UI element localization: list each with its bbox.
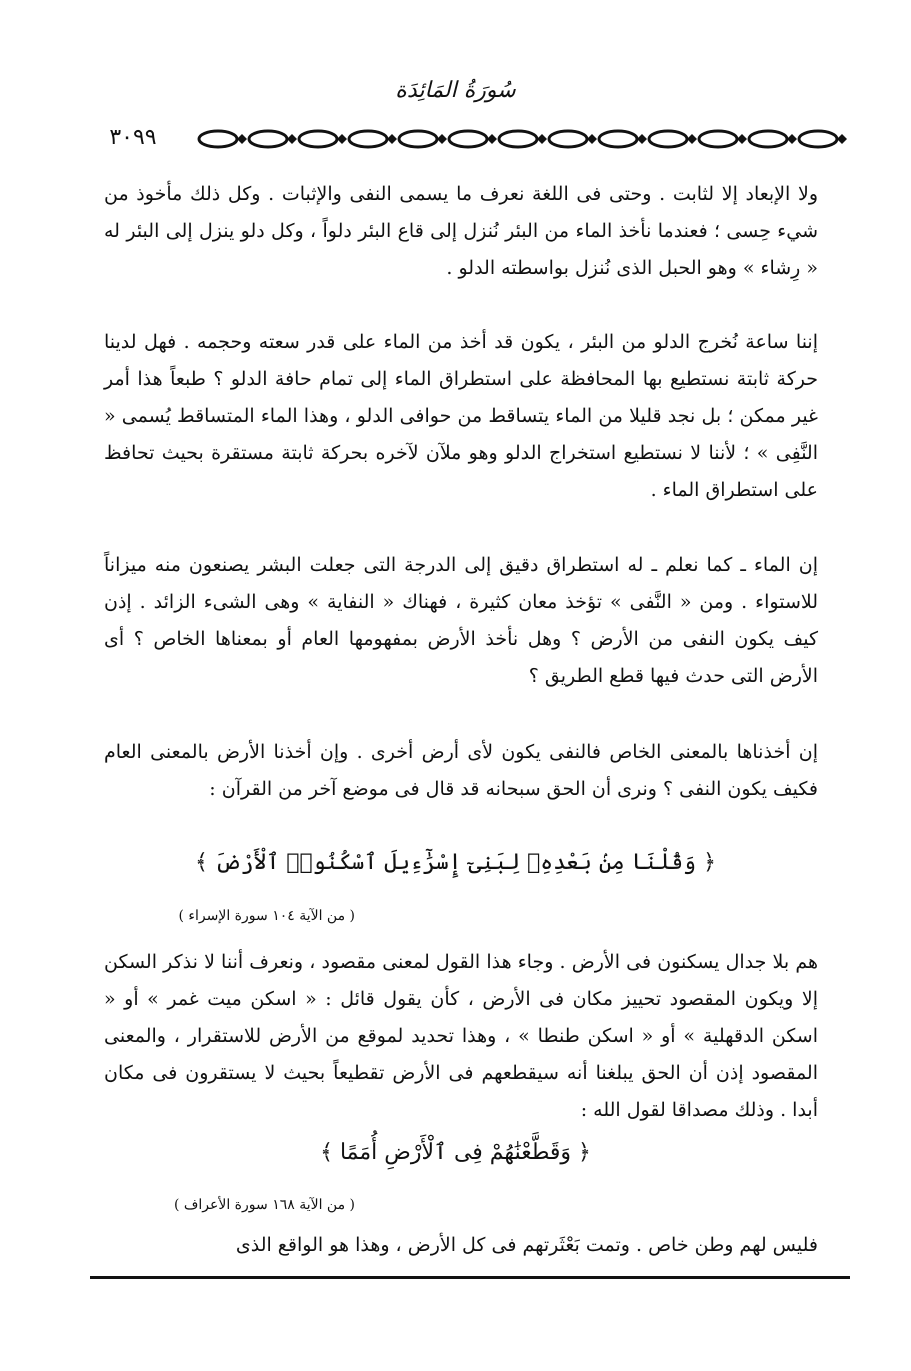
ornament-border bbox=[78, 124, 848, 154]
paragraph-text: إننا ساعة نُخرج الدلو من البئر ، يكون قد أخذ من الماء على قدر سعته وحجمه . فهل لدينا حركة ثابتة نستطيع بها المحافظة على استطراق الماء إلى تمام حافة الدلو ؟ طبعاً هذا أمر غير ممكن ؛ بل نجد قليلا من الماء يتساقط من حوافى الدلو ، وهذا الماء المتساقط يُسمى « النَّفِى » ؛ لأننا لا نستطيع استخراج الدلو وهو ملآن لآخره بحركة ثابتة مستقرة بحيث تحافظ على استطراق الماء . bbox=[104, 331, 818, 501]
paragraph-text: هم بلا جدال يسكنون فى الأرض . وجاء هذا القول لمعنى مقصود ، ونعرف أننا لا نذكر السكن إلا ويكون المقصود تحييز مكان فى الأرض ، كأن يقول قائل : « اسكن ميت غمر » أو « اسكن الدقهلية » أو « اسكن طنطا » ، وهذا تحديد لموقع من الأرض للاستقرار ، والمعنى المقصود إذن أن الحق يبلغنا أنه سيقطعهم فى الأرض تقطيعاً بحيث لا يستقرون فى مكان أبدا . وذلك مصداقا لقول الله : bbox=[104, 951, 818, 1121]
paragraph-6 bbox=[104, 1227, 818, 1264]
paragraph-1 bbox=[104, 176, 818, 287]
page-number: ٣٠٩٩ bbox=[74, 124, 192, 152]
verse-reference-2: ( من الآية ١٦٨ سورة الأعراف ) bbox=[173, 1197, 355, 1213]
bottom-rule bbox=[90, 1276, 850, 1279]
paragraph-4 bbox=[104, 734, 818, 808]
paragraph-2 bbox=[104, 324, 818, 509]
verse-reference-1: ( من الآية ١٠٤ سورة الإسراء ) bbox=[178, 908, 355, 924]
surah-title: سُورَةُ المَائِدَة bbox=[395, 78, 516, 103]
paragraph-text: فليس لهم وطن خاص . وتمت بَعْثَرتهم فى كل الأرض ، وهذا هو الواقع الذى bbox=[235, 1234, 818, 1256]
paragraph-text: ولا الإبعاد إلا لثابت . وحتى فى اللغة نعرف ما يسمى النفى والإثبات . وكل ذلك مأخوذ من شيء حِسى ؛ فعندما نأخذ الماء من البئر نُنزل إلى قاع البئر دلواً ، وكل دلو ينزل إلى البئر له « رِشاء » وهو الحبل الذى نُنزل بواسطته الدلو . bbox=[104, 183, 818, 279]
quran-verse-2: ﴿ وَقَطَّعْنَٰهُمْ فِى ٱلْأَرْضِ أُمَمًا ﴾ bbox=[320, 1140, 591, 1165]
paragraph-3 bbox=[104, 547, 818, 695]
paragraph-text: إن الماء ـ كما نعلم ـ له استطراق دقيق إلى الدرجة التى جعلت البشر يصنعون منه ميزاناً للاستواء . ومن « النَّفى » تؤخذ معان كثيرة ، فهناك « النفاية » وهى الشىء الزائد . إذن كيف يكون النفى من الأرض ؟ وهل نأخذ الأرض بمفهومها العام أو بمعناها الخاص ؟ أى الأرض التى حدث فيها قطع الطريق ؟ bbox=[104, 554, 818, 687]
paragraph-5 bbox=[104, 944, 818, 1129]
quran-verse-1: ﴿ وَقُلْنَا مِنۢ بَعْدِهِۦ لِبَنِىٓ إِسْرَٰٓءِيلَ ٱسْكُنُوا۟ ٱلْأَرْضَ ﴾ bbox=[195, 850, 716, 875]
paragraph-text: إن أخذناها بالمعنى الخاص فالنفى يكون لأى أرض أخرى . وإن أخذنا الأرض بالمعنى العام فكيف يكون النفى ؟ ونرى أن الحق سبحانه قد قال فى موضع آخر من القرآن : bbox=[104, 741, 818, 800]
